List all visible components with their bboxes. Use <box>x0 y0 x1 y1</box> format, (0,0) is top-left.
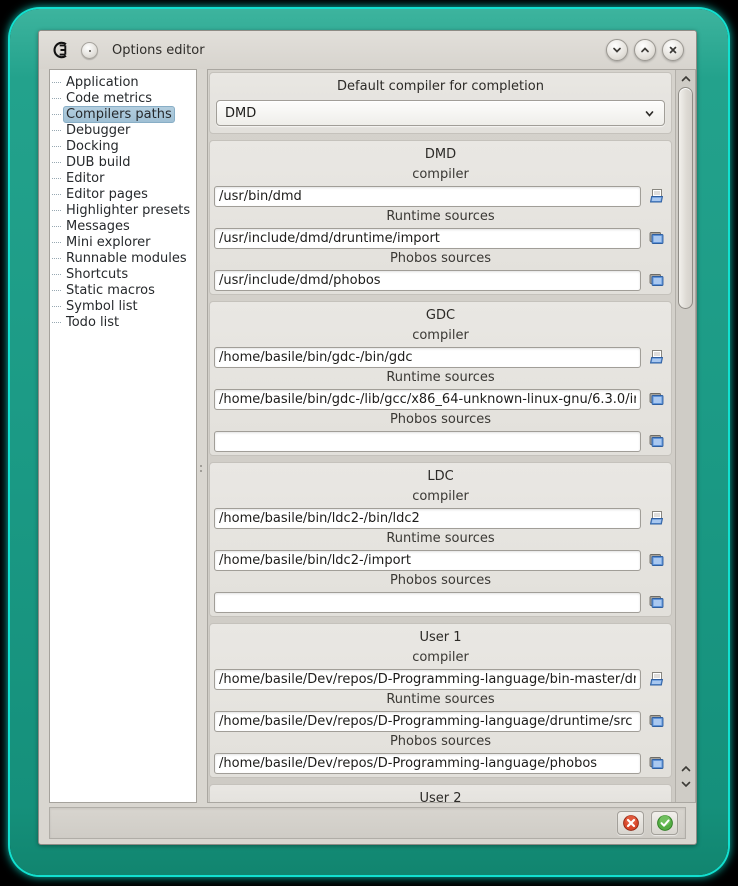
phobos-sources-label: Phobos sources <box>389 251 492 266</box>
titlebar-buttons <box>606 39 684 61</box>
dialog-button-bar <box>49 807 686 839</box>
gdc-compiler-input[interactable] <box>214 347 641 368</box>
sidebar-item-label: Shortcuts <box>66 266 129 282</box>
dmd-compiler-input[interactable] <box>214 186 641 207</box>
group-gdc <box>209 301 672 456</box>
tree-connector <box>52 210 61 211</box>
ldc-compiler-browse-button[interactable] <box>645 508 667 529</box>
runtime-field-row <box>214 388 667 410</box>
sidebar-item-label: Compilers paths <box>63 106 175 123</box>
tree-connector <box>52 242 61 243</box>
folder-icon <box>648 230 665 246</box>
splitter-handle[interactable] <box>197 69 207 803</box>
categories-panel <box>49 69 197 803</box>
cancel-cross-icon <box>622 814 640 832</box>
runtime-sources-label: Runtime sources <box>386 370 495 385</box>
runtime-sources-label: Runtime sources <box>386 692 495 707</box>
sidebar-item-dub-build[interactable] <box>52 154 196 170</box>
folder-icon <box>648 552 665 568</box>
sidebar-item-docking[interactable] <box>52 138 196 154</box>
folder-icon <box>648 391 665 407</box>
dmd-phobos-input[interactable] <box>214 270 641 291</box>
sidebar-item-label: Editor <box>66 170 105 186</box>
chevron-up-icon <box>680 74 692 84</box>
vertical-scrollbar[interactable] <box>675 70 695 802</box>
scroll-up-button[interactable] <box>676 71 696 86</box>
runtime-sources-label: Runtime sources <box>386 209 495 224</box>
options-tree <box>50 70 196 330</box>
sidebar-item-label: Editor pages <box>66 186 148 202</box>
sidebar-item-todo-list[interactable] <box>52 314 196 330</box>
unshade-button[interactable] <box>634 39 656 61</box>
tree-connector <box>52 82 61 83</box>
user-1-compiler-input[interactable] <box>214 669 641 690</box>
tree-connector <box>52 322 61 323</box>
folder-icon <box>648 755 665 771</box>
runtime-field-row <box>214 227 667 249</box>
sidebar-item-label: Runnable modules <box>66 250 187 266</box>
gdc-compiler-browse-button[interactable] <box>645 347 667 368</box>
titlebar <box>39 31 696 69</box>
dmd-runtime-browse-button[interactable] <box>645 228 667 249</box>
dmd-runtime-input[interactable] <box>214 228 641 249</box>
sidebar-item-label: Symbol list <box>66 298 138 314</box>
sidebar-item-editor[interactable] <box>52 170 196 186</box>
gdc-runtime-browse-button[interactable] <box>645 389 667 410</box>
compiler-label: compiler <box>412 167 469 182</box>
compiler-label: compiler <box>412 489 469 504</box>
document-open-icon <box>648 671 665 687</box>
folder-icon <box>648 272 665 288</box>
sidebar-item-label: Highlighter presets <box>66 202 191 218</box>
group-user-1 <box>209 623 672 778</box>
gdc-phobos-browse-button[interactable] <box>645 431 667 452</box>
default-compiler-combobox[interactable] <box>216 100 665 126</box>
sidebar-item-symbol-list[interactable] <box>52 298 196 314</box>
cancel-button[interactable] <box>617 811 644 835</box>
user-1-phobos-browse-button[interactable] <box>645 753 667 774</box>
sidebar-item-shortcuts[interactable] <box>52 266 196 282</box>
sidebar-item-label: Mini explorer <box>66 234 151 250</box>
group-title: Default compiler for completion <box>337 79 544 94</box>
titlebar-menu-button[interactable] <box>81 42 98 59</box>
combobox-value: DMD <box>225 105 257 121</box>
group-title: DMD <box>424 147 457 162</box>
user-1-compiler-browse-button[interactable] <box>645 669 667 690</box>
coedit-logo-icon <box>51 40 71 60</box>
phobos-field-row <box>214 591 667 613</box>
sidebar-item-label: Docking <box>66 138 119 154</box>
sidebar-item-editor-pages[interactable] <box>52 186 196 202</box>
tree-connector <box>52 194 61 195</box>
user-1-runtime-input[interactable] <box>214 711 641 732</box>
runtime-field-row <box>214 549 667 571</box>
phobos-sources-label: Phobos sources <box>389 412 492 427</box>
dmd-phobos-browse-button[interactable] <box>645 270 667 291</box>
group-title: User 2 <box>419 791 462 802</box>
sidebar-item-label: Todo list <box>66 314 120 330</box>
tree-connector <box>52 146 61 147</box>
window-title: Options editor <box>112 42 205 58</box>
document-open-icon <box>648 510 665 526</box>
folder-icon <box>648 433 665 449</box>
sidebar-item-mini-explorer[interactable] <box>52 234 196 250</box>
chevron-down-icon <box>611 44 623 56</box>
ldc-compiler-input[interactable] <box>214 508 641 529</box>
ldc-phobos-input[interactable] <box>214 592 641 613</box>
settings-content <box>208 70 675 802</box>
group-default-compiler <box>209 72 672 134</box>
tree-connector <box>52 114 61 115</box>
document-open-icon <box>648 188 665 204</box>
chevron-down-icon <box>643 107 656 120</box>
runtime-field-row <box>214 710 667 732</box>
group-ldc <box>209 462 672 617</box>
group-title: LDC <box>427 469 454 484</box>
user-1-phobos-input[interactable] <box>214 753 641 774</box>
compiler-label: compiler <box>412 328 469 343</box>
settings-viewport <box>207 69 696 803</box>
sidebar-item-label: Debugger <box>66 122 131 138</box>
user-1-runtime-browse-button[interactable] <box>645 711 667 732</box>
sidebar-item-label: Code metrics <box>66 90 153 106</box>
sidebar-item-code-metrics[interactable] <box>52 90 196 106</box>
sidebar-item-application[interactable] <box>52 74 196 90</box>
group-user-2 <box>209 784 672 802</box>
sidebar-item-compilers-paths[interactable] <box>52 106 196 122</box>
shade-button[interactable] <box>606 39 628 61</box>
tree-connector <box>52 258 61 259</box>
sidebar-item-messages[interactable] <box>52 218 196 234</box>
folder-icon <box>648 713 665 729</box>
sidebar-item-debugger[interactable] <box>52 122 196 138</box>
chevron-up-icon <box>639 44 651 56</box>
runtime-sources-label: Runtime sources <box>386 531 495 546</box>
chevron-up-icon <box>680 764 692 774</box>
gdc-runtime-input[interactable] <box>214 389 641 410</box>
sidebar-item-label: Static macros <box>66 282 155 298</box>
scroll-up-button-bottom[interactable] <box>676 761 696 776</box>
compiler-field-row <box>214 346 667 368</box>
dmd-compiler-browse-button[interactable] <box>645 186 667 207</box>
ldc-runtime-input[interactable] <box>214 550 641 571</box>
phobos-field-row <box>214 752 667 774</box>
sidebar-item-label: DUB build <box>66 154 131 170</box>
folder-icon <box>648 594 665 610</box>
sidebar-item-label: Application <box>66 74 139 90</box>
close-button[interactable] <box>662 39 684 61</box>
splitter-grip-icon <box>200 465 202 467</box>
tree-connector <box>52 226 61 227</box>
tree-connector <box>52 130 61 131</box>
compiler-label: compiler <box>412 650 469 665</box>
scroll-down-button[interactable] <box>676 776 696 791</box>
phobos-sources-label: Phobos sources <box>389 573 492 588</box>
compiler-field-row <box>214 507 667 529</box>
scrollbar-thumb[interactable] <box>678 87 693 309</box>
compiler-field-row <box>214 668 667 690</box>
sidebar-item-label: Messages <box>66 218 130 234</box>
compiler-groups <box>209 140 672 778</box>
tree-connector <box>52 98 61 99</box>
sidebar-item-static-macros[interactable] <box>52 282 196 298</box>
ldc-phobos-browse-button[interactable] <box>645 592 667 613</box>
ldc-runtime-browse-button[interactable] <box>645 550 667 571</box>
tree-connector <box>52 274 61 275</box>
phobos-field-row <box>214 269 667 291</box>
group-title: GDC <box>425 308 456 323</box>
gdc-phobos-input[interactable] <box>214 431 641 452</box>
phobos-field-row <box>214 430 667 452</box>
ok-button[interactable] <box>651 811 678 835</box>
options-editor-window <box>38 30 697 845</box>
sidebar-item-runnable-modules[interactable] <box>52 250 196 266</box>
phobos-sources-label: Phobos sources <box>389 734 492 749</box>
close-icon <box>667 44 679 56</box>
tree-connector <box>52 178 61 179</box>
group-title: User 1 <box>419 630 462 645</box>
tree-connector <box>52 290 61 291</box>
tree-connector <box>52 306 61 307</box>
compiler-field-row <box>214 185 667 207</box>
group-dmd <box>209 140 672 295</box>
document-open-icon <box>648 349 665 365</box>
ok-check-icon <box>656 814 674 832</box>
tree-connector <box>52 162 61 163</box>
sidebar-item-highlighter-presets[interactable] <box>52 202 196 218</box>
chevron-down-icon <box>680 779 692 789</box>
